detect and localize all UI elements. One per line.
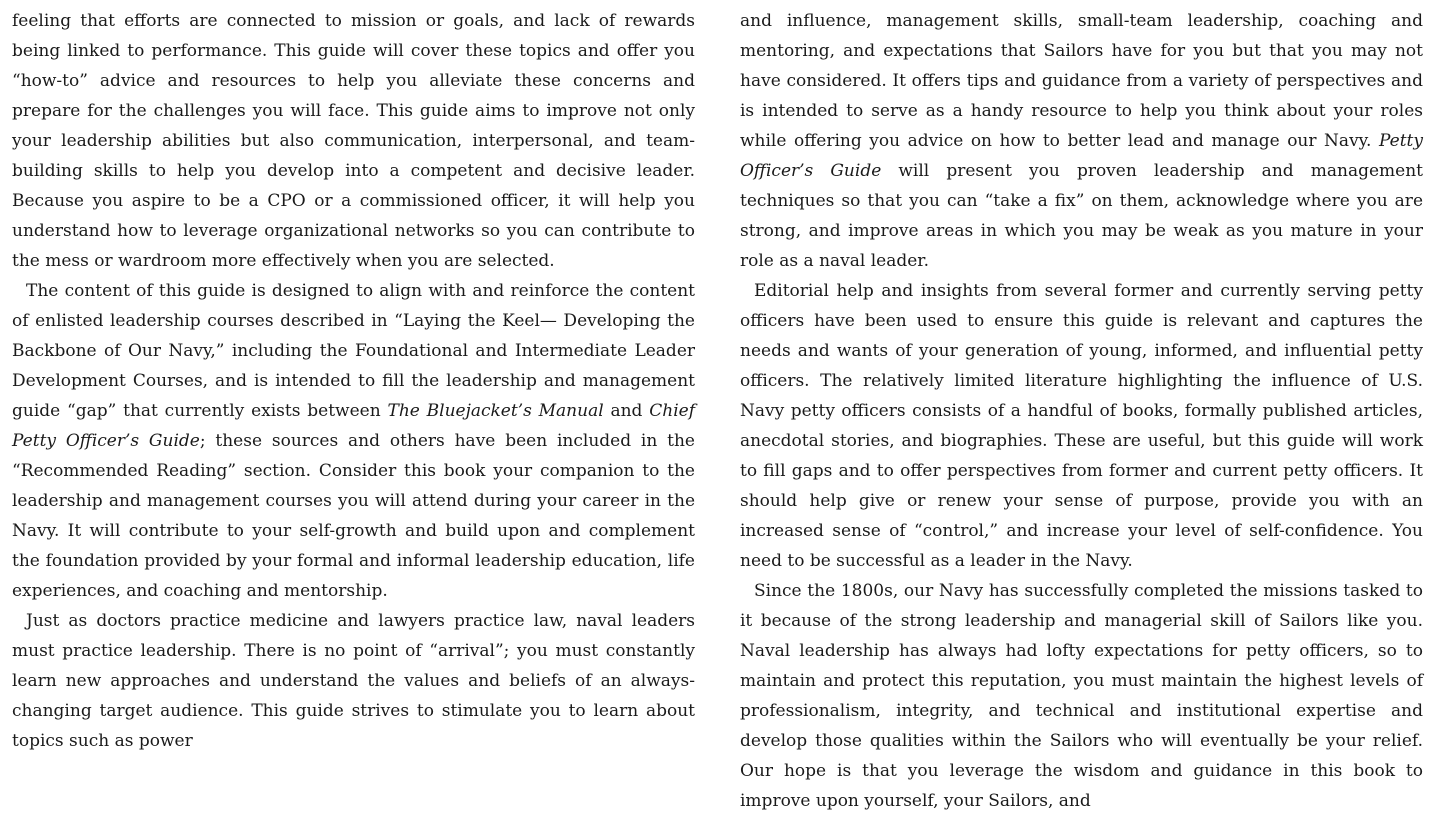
paragraph-since-1800s: Since the 1800s, our Navy has successfully completed the missions tasked to it because of the strong leadership and managerial skill of Sailors like you. Naval leadership has always had lofty expectations for petty officers, so to maintain and protect this reputation, you must maintain the highest levels of professionalism, integrity, and technical and institutional expertise and develop those qualities within the Sailors who will eventually be your relief. Our hope is that you leverage the wisdom and guidance in this book to improve upon yourself, your Sailors, and — [740, 581, 1423, 811]
book-page-spread — [12, 6, 1423, 811]
paragraph-editorial-help: Editorial help and insights from several former and currently serving petty officers have been used to ensure this guide is relevant and captures the needs and wants of your generation of young, informed, and influential petty officers. The relatively limited literature highlighting the influence of U.S. Navy petty officers consists of a handful of books, formally published articles, anecdotal stories, and biographies. These are useful, but this guide will work to fill gaps and to offer perspectives from former and current petty officers. It should help give or renew your sense of purpose, provide you with an increased sense of “control,” and increase your level of self-confidence. You need to be successful as a leader in the Navy. — [740, 281, 1423, 571]
text-run: and influence, management skills, small-team leadership, coaching and mentoring, and expectations that Sailors have for you but that you may not have considered. It offers tips and guidance from a variety of perspectives and is intended to serve as a handy resource to help you think about your roles while offering you advice on how to better lead and manage our Navy. — [740, 11, 1423, 151]
paragraph-continuation-right — [740, 6, 1423, 276]
paragraph-practice-leadership: Just as doctors practice medicine and lawyers practice law, naval leaders must practice leadership. There is no point of “arrival”; you must constantly learn new approaches and understand the values and beliefs of an always-changing target audience. This guide strives to stimulate you to learn about topics such as power — [12, 611, 695, 751]
left-column — [12, 6, 695, 751]
text-run: The content of this guide is designed to align with and reinforce the content of enlisted leadership courses described in “Laying the Keel— Developing the Backbone of Our Navy,” including the Foundational and Intermediate Leader Development Courses, and is intended to fill the leadership and management guide “gap” that currently exists between — [12, 281, 695, 421]
paragraph-content-alignment — [12, 276, 695, 606]
book-title-chief-petty-officers-guide: Chief Petty Officer’s Guide — [12, 401, 695, 451]
right-column — [740, 6, 1423, 811]
text-run: ; these sources and others have been included in the “Recommended Reading” section. Consider this book your companion to the leadership and management courses you will attend during your career in the Navy. It will contribute to your self-growth and build upon and complement the foundation provided by your formal and informal leadership education, life experiences, and coaching and mentorship. — [12, 431, 695, 601]
text-run: and — [603, 401, 650, 421]
book-title-bluejackets-manual: The Bluejacket’s Manual — [387, 401, 604, 421]
text-run: will present you proven leadership and management techniques so that you can “take a fix” on them, acknowledge where you are strong, and improve areas in which you may be weak as you mature in your role as a naval leader. — [740, 161, 1423, 271]
paragraph-continuation: feeling that efforts are connected to mission or goals, and lack of rewards being linked to performance. This guide will cover these topics and offer you “how-to” advice and resources to help you alleviate these concerns and prepare for the challenges you will face. This guide aims to improve not only your leadership abilities but also communication, interpersonal, and team-building skills to help you develop into a competent and decisive leader. Because you aspire to be a CPO or a commissioned officer, it will help you understand how to leverage organizational networks so you can contribute to the mess or wardroom more effectively when you are selected. — [12, 11, 695, 271]
book-title-petty-officers-guide: Petty Officer’s Guide — [740, 131, 1423, 181]
